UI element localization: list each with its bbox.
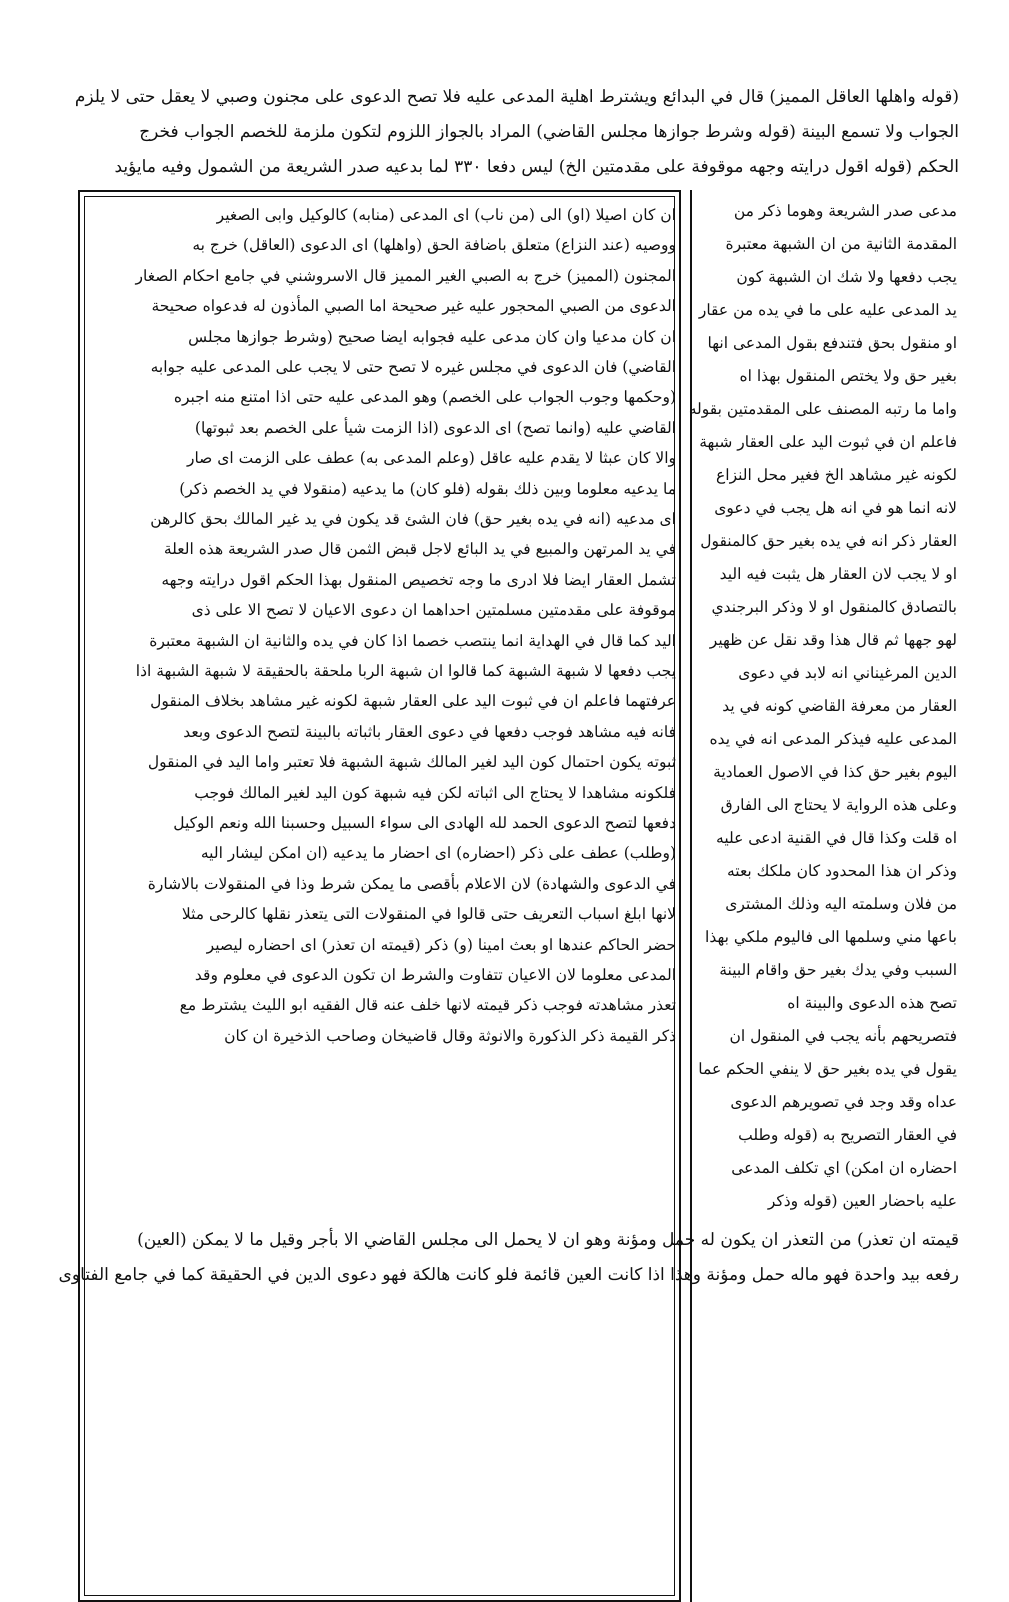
margin-line: عداه وقد وجد في تصويرهم الدعوى [730, 1093, 957, 1111]
margin-line: العقار ذكر انه في يده بغير حق كالمنقول [700, 532, 957, 550]
header-line: الجواب ولا تسمع البينة (قوله وشرط جوازها مجلس القاضي) المراد بالجواز اللزوم لتكون ملزمة للخصم الجواب فخرج [139, 122, 959, 142]
margin-line: عليه باحضار العين (قوله وذكر [767, 1192, 957, 1210]
header-line: (قوله واهلها العاقل المميز) قال في البدائع ويشترط اهلية المدعى عليه فلا تصح الدعوى على مجنون وصبي لا يعقل حتى لا يلزم [74, 87, 959, 107]
main-line: تعذر مشاهدته فوجب ذكر قيمته لانها خلف عنه قال الفقيه ابو الليث يشترط مع [179, 996, 676, 1014]
margin-line: او منقول بحق فتندفع بقول المدعى انها [707, 334, 957, 352]
main-line: عرفتهما فاعلم ان في ثبوت اليد على العقار شبهة لكونه غير مشاهد بخلاف المنقول [150, 692, 676, 710]
main-line: القاضي) فان الدعوى في مجلس غيره لا تصح حتى لا يجب على المدعى عليه جوابه [150, 358, 676, 376]
margin-line: بغير حق ولا يختص المنقول بهذا اه [739, 367, 957, 385]
main-line: فلكونه مشاهدا لا يحتاج الى اثباته لكن فيه شبهة كون اليد لغير المالك فوجب [194, 784, 676, 802]
margin-line: بالتصادق كالمنقول او لا وذكر البرجندي [711, 598, 957, 616]
margin-line: يجب دفعها ولا شك ان الشبهة كون [736, 268, 957, 286]
main-line: اى مدعيه (انه في يده بغير حق) فان الشئ قد يكون في يد غير المالك بحق كالرهن [150, 510, 676, 528]
margin-line: العقار من معرفة القاضي كونه في يد [722, 697, 957, 715]
main-line: ما يدعيه معلوما وبين ذلك بقوله (فلو كان) ما يدعيه (منقولا في يد الخصم ذكر) [179, 480, 676, 498]
main-line: القاضي عليه (وانما تصح) اى الدعوى (اذا الزمت شيأ على الخصم بعد ثبوتها) [194, 419, 676, 437]
margin-line: يقول في يده بغير حق لا ينفي الحكم عما [698, 1060, 957, 1078]
margin-line: وعلى هذه الرواية لا يحتاج الى الفارق [720, 796, 957, 814]
main-line: ووصيه (عند النزاع) متعلق باضافة الحق (واهلها) اى الدعوى (العاقل) خرج به [192, 236, 676, 254]
margin-line: فتصريحهم بأنه يجب في المنقول ان [729, 1027, 957, 1045]
main-line: في يد المرتهن والمبيع في يد البائع لاجل قبض الثمن قال صدر الشريعة هذه العلة [163, 540, 676, 558]
margin-line: لهو جهها ثم قال هذا وقد نقل عن ظهير [709, 631, 957, 649]
header-line: الحكم (قوله اقول درايته وجهه موقوفة على مقدمتين الخ) ليس دفعا ٣٣٠ لما بدعيه صدر الشريعة من الشمول وفيه مايؤيد [114, 157, 959, 177]
main-line: دفعها لتصح الدعوى الحمد لله الهادى الى سواء السبيل وحسبنا الله ونعم الوكيل [173, 814, 676, 832]
main-line: الدعوى من الصبي المحجور عليه غير صحيحة اما الصبي المأذون له فدعواه صحيحة [151, 297, 676, 315]
margin-line: يد المدعى عليه على ما في يده من عقار [698, 301, 957, 319]
margin-line: احضاره ان امكن) اي تكلف المدعى [731, 1159, 957, 1177]
margin-line: او لا يجب لان العقار هل يثبت فيه اليد [719, 565, 957, 583]
margin-line: لانه انما هو في انه هل يجب في دعوى [714, 499, 957, 517]
main-line: حضر الحاكم عندها او بعث امينا (و) ذكر (قيمته ان تعذر) اى احضاره ليصير [206, 936, 676, 954]
margin-line: اه قلت وكذا قال في القنية ادعى عليه [716, 829, 957, 847]
margin-line: اليوم بغير حق كذا في الاصول العمادية [713, 763, 957, 781]
margin-line: واما ما رتبه المصنف على المقدمتين بقوله [688, 400, 957, 418]
main-line: تشمل العقار ايضا فلا ادرى ما وجه تخصيص المنقول بهذا الحكم اقول درايته وجهه [161, 571, 676, 589]
margin-line: لكونه غير مشاهد الخ فغير محل النزاع [716, 466, 957, 484]
margin-line: تصح هذه الدعوى والبينة اه [787, 994, 957, 1012]
main-line: ان كان اصيلا (او) الى (من ناب) اى المدعى (منابه) كالوكيل وابى الصغير [216, 206, 676, 224]
footer-line: رفعه بيد واحدة فهو ماله حمل ومؤنة وهذا اذا كانت العين قائمة فلو كانت هالكة فهو دعوى الدين في الحقيقة كما في جامع الفتاوى [58, 1265, 959, 1285]
main-line: ذكر القيمة ذكر الذكورة والانوثة وقال قاضيخان وصاحب الذخيرة ان كان [224, 1027, 676, 1045]
margin-line: المدعى عليه فيذكر المدعى انه في يده [709, 730, 957, 748]
margin-line: الدين المرغيناني انه لابد في دعوى [738, 664, 957, 682]
margin-line: السبب وفي يدك بغير حق واقام البينة [719, 961, 957, 979]
margin-line: باعها مني وسلمها الى فاليوم ملكي بهذا [705, 928, 957, 946]
main-line: والا كان عبثا لا يقدم عليه عاقل (وعلم المدعى به) عطف على الزمت اى صار [186, 449, 676, 467]
main-line: المجنون (المميز) خرج به الصبي الغير المميز قال الاسروشني في جامع احكام الصغار [135, 267, 676, 285]
main-line: اليد كما قال في الهداية انما ينتصب خصما اذا كان في يده والثانية ان الشبهة معتبرة [149, 632, 676, 650]
margin-line: مدعى صدر الشريعة وهوما ذكر من [733, 202, 957, 220]
main-line: (وطلب) عطف على ذكر (احضاره) اى احضار ما يدعيه (ان امكن ليشار اليه [200, 844, 676, 862]
main-line: (وحكمها وجوب الجواب على الخصم) وهو المدعى عليه حتى اذا امتنع منه اجبره [173, 388, 676, 406]
main-line: موقوفة على مقدمتين مسلمتين احداهما ان دعوى الاعيان لا تصح الا على ذى [191, 601, 676, 619]
main-line: المدعى معلوما لان الاعيان تتفاوت والشرط ان تكون الدعوى في معلوم وقد [194, 966, 676, 984]
margin-line: من فلان وسلمته اليه وذلك المشترى [725, 895, 957, 913]
footer-line: قيمته ان تعذر) من التعذر ان يكون له حمل ومؤنة وهو ان لا يحمل الى مجلس القاضي الا بأجر وقيل ما لا يمكن (العين) [137, 1230, 959, 1250]
main-line: ان كان مدعيا وان كان مدعى عليه فجوابه ايضا صحيح (وشرط جوازها مجلس [188, 328, 676, 346]
margin-line: في العقار التصريح به (قوله وطلب [738, 1126, 957, 1144]
main-line: يجب دفعها لا شبهة الشبهة كما قالوا ان شبهة الربا ملحقة بالحقيقة لا شبهة الشبهة اذا [135, 662, 676, 680]
main-line: فانه فيه مشاهد فوجب دفعها في دعوى العقار باثباته بالبينة لتصح الدعوى وبعد [183, 723, 676, 741]
main-line: في الدعوى والشهادة) لان الاعلام بأقصى ما يمكن شرط وذا في المنقولات بالاشارة [147, 875, 676, 893]
margin-line: المقدمة الثانية من ان الشبهة معتبرة [725, 235, 957, 253]
margin-line: فاعلم ان في ثبوت اليد على العقار شبهة [699, 433, 957, 451]
main-line: لانها ابلغ اسباب التعريف حتى قالوا في المنقولات التى يتعذر نقلها كالرحى مثلا [181, 905, 676, 923]
margin-line: وذكر ان هذا المحدود كان ملكك بعته [726, 862, 957, 880]
main-line: ثبوته يكون احتمال كون اليد لغير المالك شبهة الشبهة فلا تعتبر واما اليد في المنقول [147, 753, 676, 771]
